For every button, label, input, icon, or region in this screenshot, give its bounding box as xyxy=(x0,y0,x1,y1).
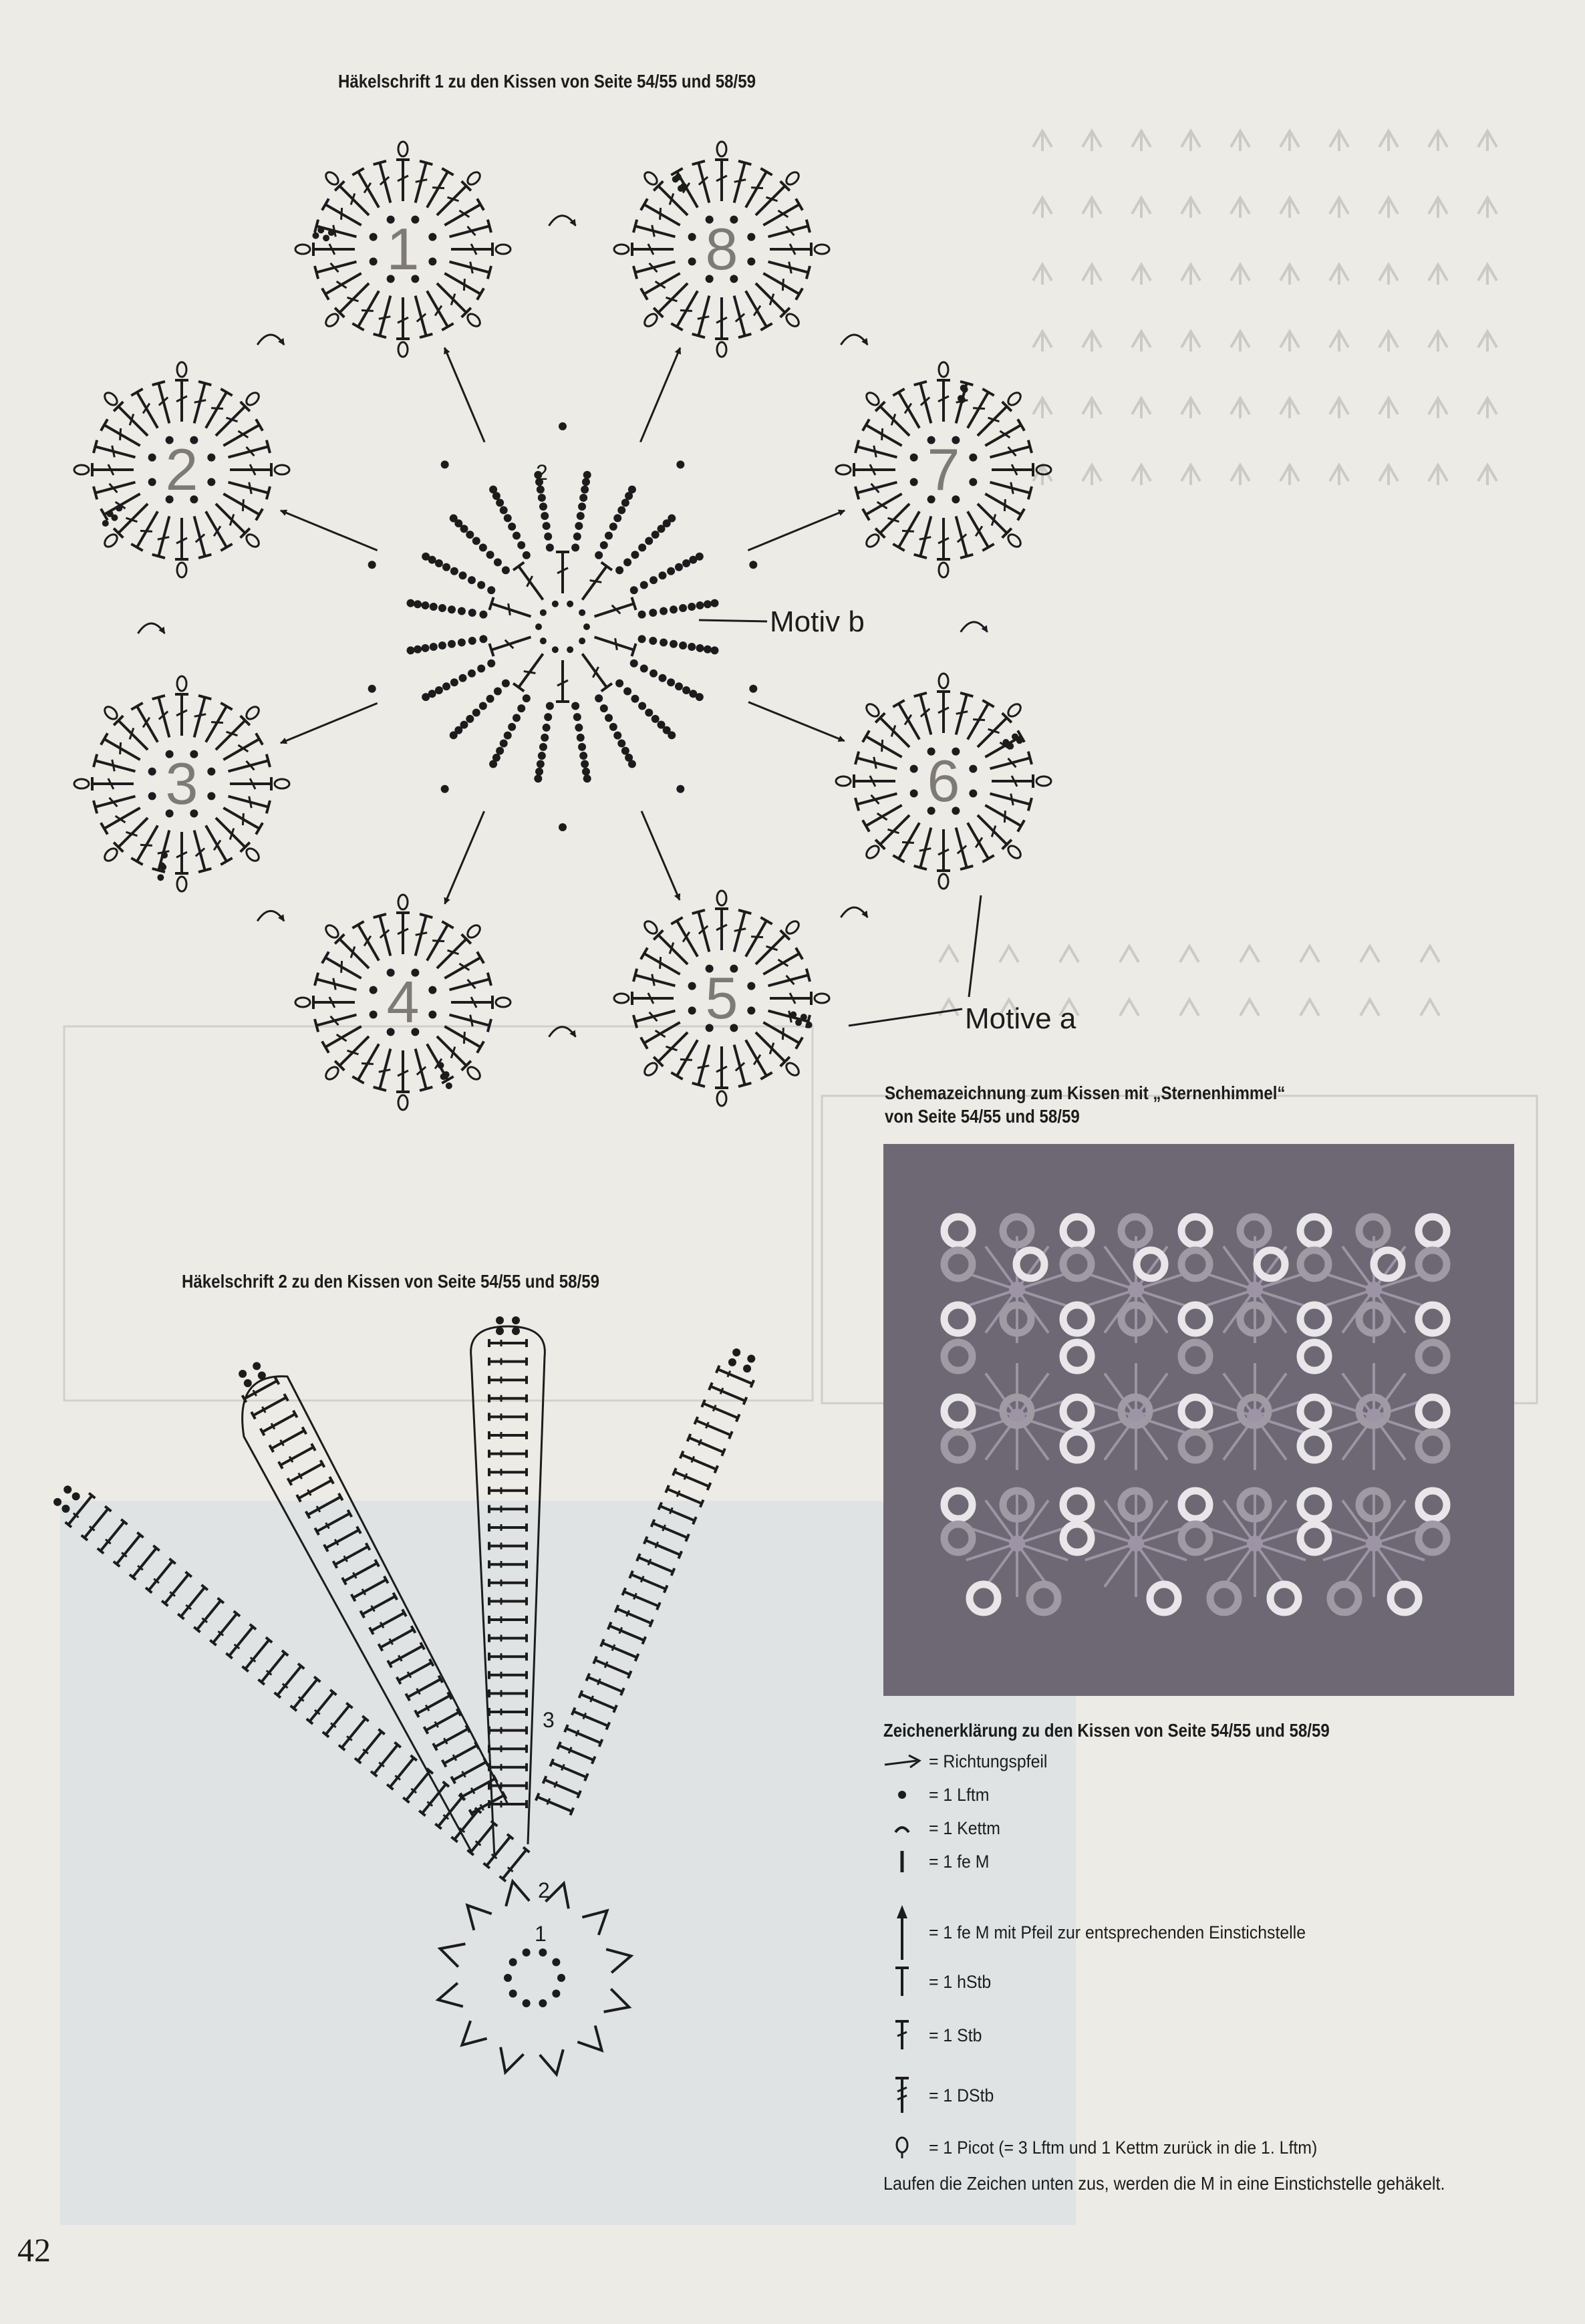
schema-star xyxy=(966,1236,1068,1343)
schema-ring xyxy=(1300,1491,1328,1519)
dot-icon xyxy=(881,1779,923,1811)
arrow-to-motif-6 xyxy=(748,702,845,741)
legend-text: = 1 Kettm xyxy=(929,1818,1001,1838)
join-arrow-1 xyxy=(257,335,284,345)
schema-ring xyxy=(970,1584,998,1612)
legend-text: = 1 Stb xyxy=(929,2025,982,2045)
schema-ring xyxy=(944,1491,972,1519)
schema-ring xyxy=(944,1432,972,1460)
schema-ring xyxy=(1300,1217,1328,1245)
arrow-to-motif-7 xyxy=(748,511,845,551)
footnote: Laufen die Zeichen unten zus, werden die M in eine Einstichstelle gehäkelt. xyxy=(883,2173,1445,2194)
picot-icon xyxy=(881,2132,923,2164)
star-round-label: 2 xyxy=(536,460,548,484)
schema-ring xyxy=(1181,1397,1209,1425)
schema-star xyxy=(1323,1363,1425,1470)
schema-ring xyxy=(1030,1584,1058,1612)
schema-star xyxy=(1085,1490,1187,1597)
motif-number-7: 7 xyxy=(927,436,960,502)
arrow-to-motif-3 xyxy=(281,703,378,743)
schema-pattern xyxy=(944,1217,1447,1612)
schema-ring xyxy=(1150,1584,1178,1612)
join-arrow-7 xyxy=(841,335,867,345)
page-number: 42 xyxy=(17,2231,51,2269)
schema-ring xyxy=(1063,1397,1091,1425)
schema-ring xyxy=(1063,1250,1091,1278)
schema-ring xyxy=(1063,1342,1091,1370)
legend-text: = 1 DStb xyxy=(929,2085,994,2105)
arrow-to-motif-1 xyxy=(444,347,484,442)
schema-star-pattern xyxy=(883,1144,1514,1696)
legend-row-3 xyxy=(881,1812,1006,1844)
schema-star xyxy=(1323,1490,1425,1597)
legend-row-7 xyxy=(881,2019,986,2051)
motiv-b-label: Motiv b xyxy=(770,605,865,638)
schema-title xyxy=(885,1081,1285,1128)
join-arrow-6 xyxy=(961,622,988,632)
motive-a-pointer-2 xyxy=(969,895,981,997)
legend-text: = 1 Lftm xyxy=(929,1784,990,1805)
schema-ring xyxy=(944,1305,972,1333)
join-arrow-8 xyxy=(549,216,575,226)
legend-text: = 1 fe M xyxy=(929,1851,990,1872)
schema-ring xyxy=(1300,1397,1328,1425)
schema-ring xyxy=(1419,1305,1447,1333)
arrow-icon xyxy=(881,1745,923,1777)
schema-ring xyxy=(1181,1432,1209,1460)
schema-ring xyxy=(1419,1250,1447,1278)
schema-ring xyxy=(1419,1342,1447,1370)
schema-star xyxy=(1204,1236,1306,1343)
motif-number-6: 6 xyxy=(927,748,960,814)
schema-ring xyxy=(1181,1524,1209,1552)
bar-icon xyxy=(881,1846,923,1878)
legend-text: = 1 Picot (= 3 Lftm und 1 Kettm zurück in die 1. Lftm) xyxy=(929,2137,1318,2158)
motive-a-label: Motive a xyxy=(965,1002,1076,1035)
schema-ring xyxy=(1063,1491,1091,1519)
legend-row-9 xyxy=(881,2132,1351,2164)
motif-number-4: 4 xyxy=(386,969,420,1035)
legend-text: = 1 hStb xyxy=(929,1971,992,1992)
schema-star xyxy=(1085,1236,1187,1343)
schema-ring xyxy=(1391,1584,1419,1612)
join-arrow-5 xyxy=(841,907,867,917)
schema-ring xyxy=(944,1397,972,1425)
join-arrow-2 xyxy=(138,623,164,633)
dstb-icon xyxy=(881,2079,923,2112)
schema-ring xyxy=(1257,1250,1285,1278)
schema-ring xyxy=(1300,1524,1328,1552)
schema-ring xyxy=(1063,1432,1091,1460)
schema-ring xyxy=(1374,1250,1402,1278)
bar-arrow-icon xyxy=(881,1899,923,1966)
arrow-to-motif-8 xyxy=(640,347,680,442)
motif-number-5: 5 xyxy=(705,965,738,1031)
legend-row-1 xyxy=(881,1745,1058,1777)
stb-icon xyxy=(881,2019,923,2051)
legend-row-2 xyxy=(881,1779,994,1811)
arc-icon xyxy=(881,1812,923,1844)
schema-ring xyxy=(944,1217,972,1245)
legend-row-8 xyxy=(881,2079,1000,2112)
schema-ring xyxy=(1181,1491,1209,1519)
schema-ring xyxy=(1181,1250,1209,1278)
schema-star xyxy=(1204,1363,1306,1470)
schema-pillow-drawing xyxy=(883,1144,1514,1696)
legend-text: = 1 fe M mit Pfeil zur entsprechenden Einstichstelle xyxy=(929,1922,1306,1942)
legend-title: Zeichenerklärung zu den Kissen von Seite 54/55 und 58/59 xyxy=(883,1720,1330,1741)
schema-ring xyxy=(1181,1217,1209,1245)
schema-ring xyxy=(1063,1305,1091,1333)
schema-star xyxy=(1323,1236,1425,1343)
legend-row-4 xyxy=(881,1846,994,1878)
schema-ring xyxy=(1063,1217,1091,1245)
schema-star xyxy=(966,1363,1068,1470)
schema-ring xyxy=(1016,1250,1044,1278)
schema-ring xyxy=(1300,1305,1328,1333)
motiv-b-pointer xyxy=(699,620,767,621)
legend-text: = Richtungspfeil xyxy=(929,1751,1048,1771)
chart2-label-row2: 2 xyxy=(538,1878,550,1902)
schema-ring xyxy=(1419,1491,1447,1519)
legend-row-5 xyxy=(881,1899,1338,1966)
motive-a-pointer-1 xyxy=(849,1009,962,1026)
schema-ring xyxy=(944,1342,972,1370)
arrow-to-motif-5 xyxy=(641,811,680,900)
schema-ring xyxy=(1137,1250,1165,1278)
chart2-label-row3: 3 xyxy=(543,1708,555,1732)
schema-ring xyxy=(1419,1524,1447,1552)
join-arrow-3 xyxy=(257,911,284,921)
schema-star xyxy=(1204,1490,1306,1597)
schema-star xyxy=(1085,1363,1187,1470)
schema-ring xyxy=(1063,1524,1091,1552)
chart1-title: Häkelschrift 1 zu den Kissen von Seite 54/55 und 58/59 xyxy=(338,71,756,92)
schema-ring xyxy=(1300,1342,1328,1370)
motif-number-3: 3 xyxy=(165,750,198,817)
schema-ring xyxy=(1300,1250,1328,1278)
schema-title-line1: Schemazeichnung zum Kissen mit „Sternenhimmel“ xyxy=(885,1082,1286,1103)
schema-ring xyxy=(1419,1432,1447,1460)
arrow-to-motif-4 xyxy=(445,811,484,904)
chart2-label-row1: 1 xyxy=(535,1922,547,1946)
schema-ring xyxy=(1300,1432,1328,1460)
schema-ring xyxy=(1419,1217,1447,1245)
join-arrow-4 xyxy=(549,1027,575,1037)
schema-ring xyxy=(1181,1305,1209,1333)
schema-ring xyxy=(1419,1397,1447,1425)
schema-title-line2: von Seite 54/55 und 58/59 xyxy=(885,1106,1080,1127)
legend-row-6 xyxy=(881,1966,996,1998)
arrow-to-motif-2 xyxy=(281,511,378,551)
schema-ring xyxy=(944,1524,972,1552)
schema-ring xyxy=(1330,1584,1358,1612)
motif-number-1: 1 xyxy=(386,216,420,282)
chart2-title: Häkelschrift 2 zu den Kissen von Seite 54/55 und 58/59 xyxy=(182,1271,599,1292)
motif-number-2: 2 xyxy=(165,436,198,502)
schema-ring xyxy=(1210,1584,1238,1612)
motif-number-8: 8 xyxy=(705,216,738,282)
schema-ring xyxy=(1270,1584,1298,1612)
schema-ring xyxy=(944,1250,972,1278)
hstb-icon xyxy=(881,1966,923,1998)
motif-b-star xyxy=(368,422,758,831)
schema-ring xyxy=(1181,1342,1209,1370)
